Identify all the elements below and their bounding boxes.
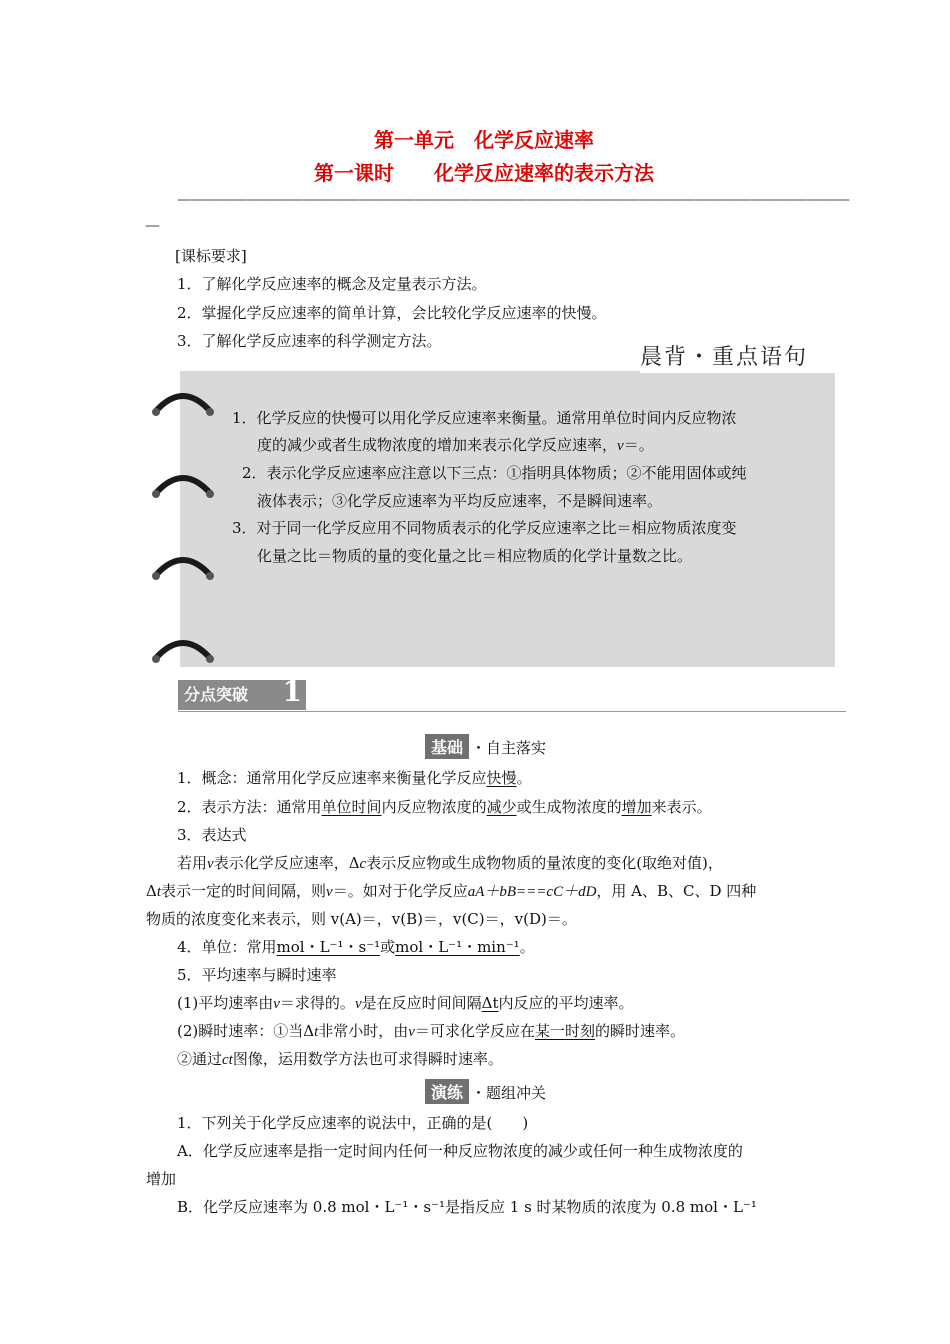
text: 表示一定的时间间隔，则 xyxy=(161,882,327,900)
option-a: A．化学反应速率是指一定时间内任何一种反应物浓度的减少或任何一种生成物浓度的 xyxy=(177,1142,743,1160)
basics-tag-suffix: ・自主落实 xyxy=(471,739,547,757)
summary-line: 2．表示化学反应速率应注意以下三点：①指明具体物质；②不能用固体或纯 xyxy=(242,464,747,482)
underlined-answer: 减少 xyxy=(486,798,517,816)
text: 来表示。 xyxy=(651,798,712,816)
practice-tag-suffix: ・题组冲关 xyxy=(471,1084,547,1102)
section-banner-number: 1 xyxy=(282,675,302,708)
text: (1)平均速率由 xyxy=(177,994,274,1012)
symbol: v xyxy=(354,996,362,1012)
text: 的瞬时速率。 xyxy=(594,1022,685,1040)
text: 若用 xyxy=(177,854,208,872)
option-b: B．化学反应速率为 0.8 mol・L⁻¹・s⁻¹是指反应 1 s 时某物质的浓度为 0.8 mol・L⁻¹ xyxy=(177,1198,757,1216)
text: ②通过 xyxy=(177,1050,223,1068)
summary-line: 化量之比＝物质的量的变化量之比＝相应物质的化学计量数之比。 xyxy=(257,547,693,565)
symbol: t xyxy=(314,1024,319,1040)
lesson-title: 第一课时 化学反应速率的表示方法 xyxy=(314,161,654,185)
underlined-answer: mol・L⁻¹・s⁻¹ xyxy=(276,938,381,956)
text: 。 xyxy=(519,938,535,956)
text: 是在反应时间间隔 xyxy=(361,994,482,1012)
unit-title: 第一单元 化学反应速率 xyxy=(374,128,594,152)
text: 非常小时，由 xyxy=(318,1022,409,1040)
basics-line: 物质的浓度变化来表示，则 v(A)＝，v(B)＝，v(C)＝，v(D)＝。 xyxy=(146,910,577,928)
text: 2．表示方法：通常用 xyxy=(177,798,322,816)
text: ＝可求化学反应在 xyxy=(414,1022,535,1040)
symbol: v xyxy=(273,996,280,1012)
section-banner xyxy=(178,675,306,710)
text: ＝求得的。 xyxy=(279,994,355,1012)
basics-line xyxy=(146,881,756,902)
requirements-heading: [课标要求] xyxy=(175,247,247,265)
section-rule xyxy=(178,711,846,712)
symbol: v xyxy=(408,1024,415,1040)
summary-line: 3．对于同一化学反应用不同物质表示的化学反应速率之比＝相应物质浓度变 xyxy=(232,519,737,537)
basics-line xyxy=(177,797,712,817)
basics-line xyxy=(177,937,535,957)
text: 表示化学反应速率，Δ xyxy=(213,854,360,872)
binder-ring-icon xyxy=(150,469,216,503)
basics-tag: 基础 xyxy=(425,734,469,759)
underlined-answer: 增加 xyxy=(621,798,652,816)
text: 内反应物浓度的 xyxy=(381,798,487,816)
summary-line: 液体表示；③化学反应速率为平均反应速率，不是瞬间速率。 xyxy=(257,492,663,510)
symbol: ct xyxy=(222,1052,233,1068)
section-banner-label: 分点突破 xyxy=(184,685,249,704)
option-a-continued: 增加 xyxy=(146,1170,177,1188)
requirement-item: 1．了解化学反应速率的概念及定量表示方法。 xyxy=(177,275,487,293)
underlined-answer: Δt xyxy=(481,994,499,1012)
basics-heading xyxy=(425,734,546,759)
summary-line: 1．化学反应的快慢可以用化学反应速率来衡量。通常用单位时间内反应物浓 xyxy=(232,409,737,427)
practice-tag: 演练 xyxy=(425,1079,469,1104)
binder-ring-icon xyxy=(150,634,216,668)
text: 或 xyxy=(380,938,396,956)
summary-line xyxy=(257,435,654,456)
underlined-answer: mol・L⁻¹・min⁻¹ xyxy=(395,938,520,956)
underlined-answer: 快慢 xyxy=(486,769,517,787)
text: Δ xyxy=(146,882,157,900)
symbol: c xyxy=(359,856,367,872)
practice-heading xyxy=(425,1079,546,1104)
underlined-answer: 某一时刻 xyxy=(534,1022,595,1040)
basics-line xyxy=(177,1021,685,1042)
summary-box xyxy=(180,371,835,667)
equation: aA＋bB===cC＋dD xyxy=(467,884,597,900)
underlined-answer: 单位时间 xyxy=(321,798,382,816)
text: 。 xyxy=(516,769,532,787)
divider-dashes: ———————————————————————————————————————————————— xyxy=(177,190,849,208)
summary-title: 晨背・重点语句 xyxy=(640,343,835,373)
basics-line xyxy=(177,768,532,788)
text: 表示反应物或生成物物质的量浓度的变化(取绝对值)， xyxy=(366,854,723,872)
requirement-item: 2．掌握化学反应速率的简单计算，会比较化学反应速率的快慢。 xyxy=(177,304,607,322)
symbol: t xyxy=(156,884,162,900)
text: 4．单位：常用 xyxy=(177,938,277,956)
basics-line: 3．表达式 xyxy=(177,826,247,844)
requirement-item: 3．了解化学反应速率的科学测定方法。 xyxy=(177,332,442,350)
text: ，用 A、B、C、D 四种 xyxy=(596,882,757,900)
divider-dash-tail: — xyxy=(145,216,159,234)
symbol: v xyxy=(207,856,214,872)
binder-ring-icon xyxy=(150,387,216,421)
basics-line xyxy=(177,853,723,874)
text: 1．概念：通常用化学反应速率来衡量化学反应 xyxy=(177,769,487,787)
velocity-symbol: v xyxy=(617,438,624,454)
symbol: v xyxy=(326,884,333,900)
basics-line xyxy=(177,993,634,1014)
summary-text: ＝。 xyxy=(623,436,654,454)
text: 图像，运用数学方法也可求得瞬时速率。 xyxy=(232,1050,503,1068)
summary-text: 度的减少或者生成物浓度的增加来表示化学反应速率， xyxy=(257,436,618,454)
text: 或生成物浓度的 xyxy=(516,798,622,816)
question-stem: 1．下列关于化学反应速率的说法中，正确的是( ) xyxy=(177,1114,529,1132)
binder-ring-icon xyxy=(150,551,216,585)
basics-line xyxy=(177,1049,503,1070)
text: (2)瞬时速率：①当Δ xyxy=(177,1022,315,1040)
text: 内反应的平均速率。 xyxy=(498,994,634,1012)
basics-line: 5．平均速率与瞬时速率 xyxy=(177,966,337,984)
text: ＝。如对于化学反应 xyxy=(332,882,468,900)
